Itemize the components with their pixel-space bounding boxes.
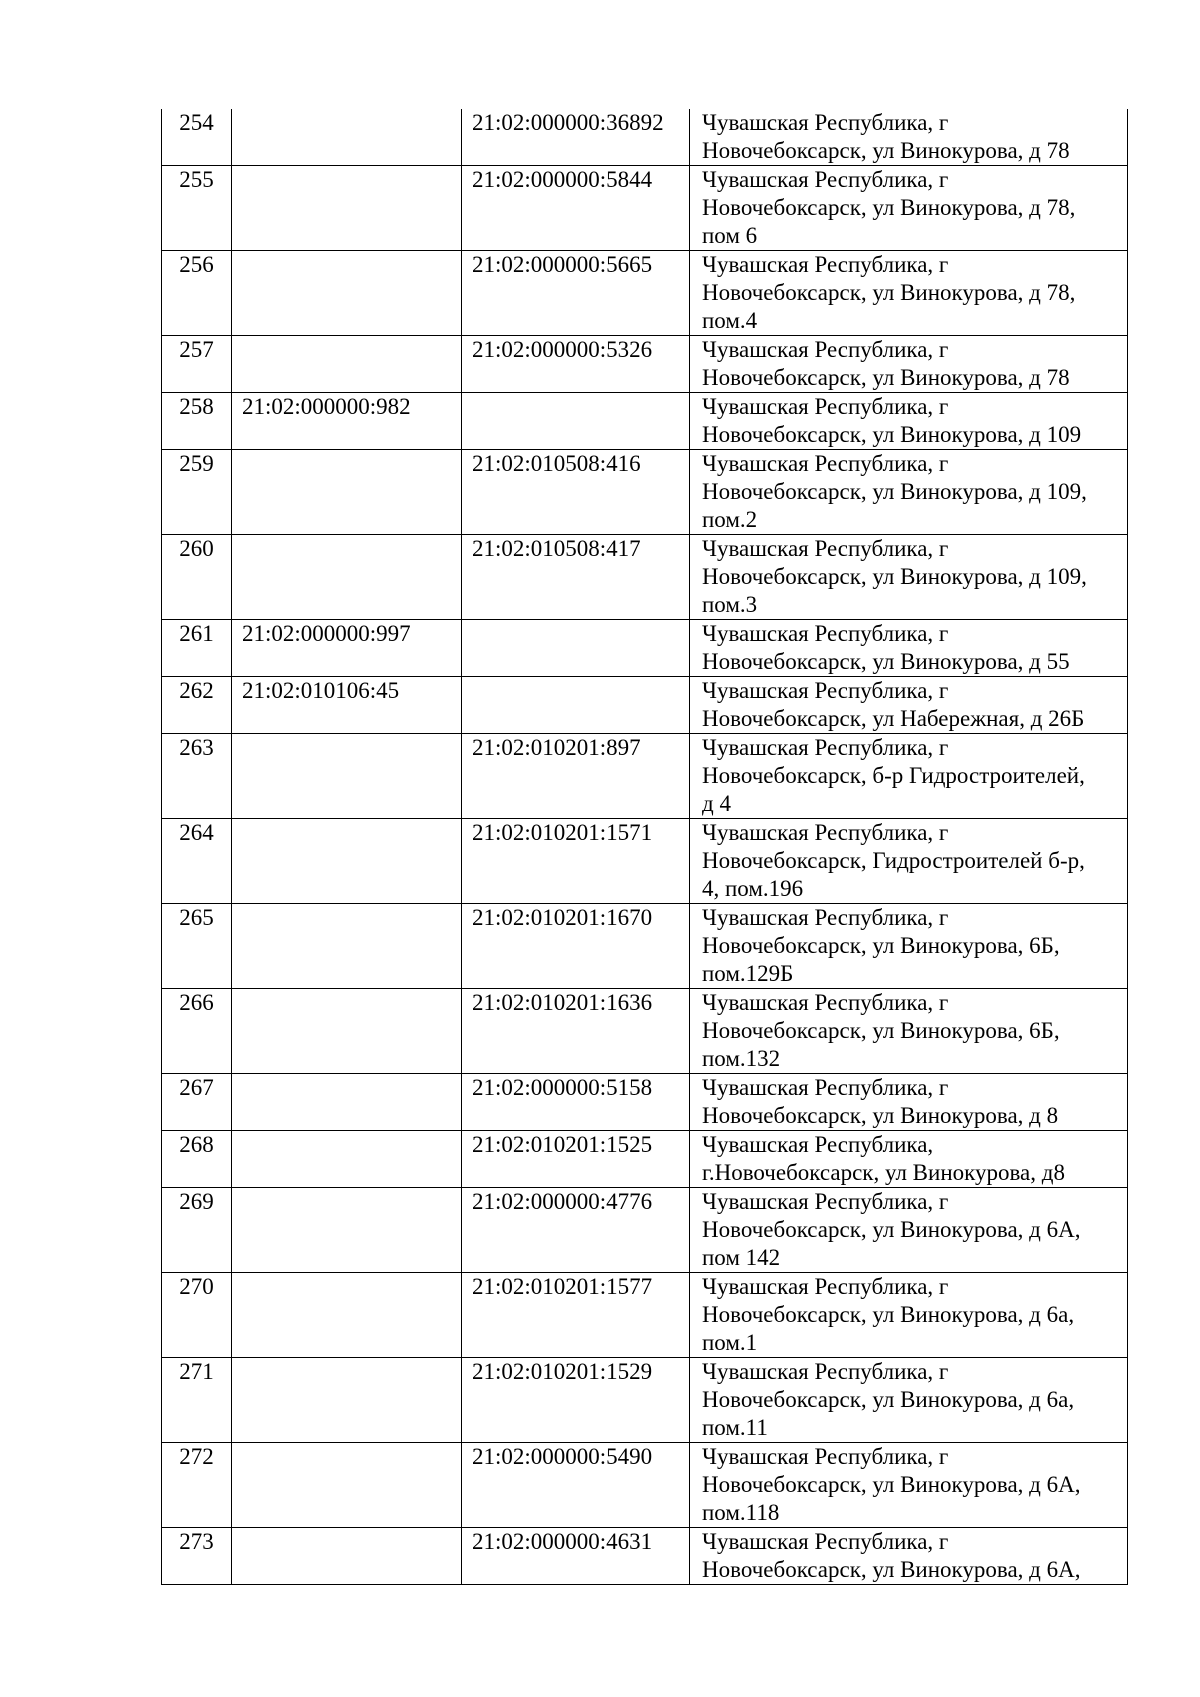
land-cadastral-number xyxy=(232,336,462,393)
row-number: 263 xyxy=(162,734,232,819)
address-line: Чувашская Республика, г xyxy=(702,1359,949,1384)
row-number: 258 xyxy=(162,393,232,450)
address-line: Чувашская Республика, г xyxy=(702,1529,949,1554)
land-cadastral-number xyxy=(232,535,462,620)
address xyxy=(690,1273,1128,1358)
address xyxy=(690,677,1128,734)
object-cadastral-number: 21:02:000000:36892 xyxy=(462,109,690,166)
address-line: Новочебоксарск, ул Винокурова, д 78 xyxy=(702,138,1070,163)
table-row xyxy=(162,1074,1128,1131)
table-row xyxy=(162,336,1128,393)
address-line: 4, пом.196 xyxy=(702,876,804,901)
address-line: Новочебоксарск, ул Винокурова, д 109 xyxy=(702,422,1082,447)
address-line: Чувашская Республика, г xyxy=(702,621,949,646)
row-number: 259 xyxy=(162,450,232,535)
land-cadastral-number xyxy=(232,1188,462,1273)
object-cadastral-number: 21:02:000000:5158 xyxy=(462,1074,690,1131)
address-line: Чувашская Республика, г xyxy=(702,678,949,703)
address-line: Новочебоксарск, ул Винокурова, 6Б, xyxy=(702,1018,1060,1043)
address-line: Чувашская Республика, г xyxy=(702,990,949,1015)
address-line: пом.1 xyxy=(702,1330,758,1355)
address-line: Чувашская Республика, г xyxy=(702,905,949,930)
object-cadastral-number xyxy=(462,620,690,677)
object-cadastral-number: 21:02:000000:4631 xyxy=(462,1528,690,1585)
address-line: Новочебоксарск, ул Винокурова, д 8 xyxy=(702,1103,1059,1128)
row-number: 269 xyxy=(162,1188,232,1273)
table-row xyxy=(162,535,1128,620)
address-line: Чувашская Республика, г xyxy=(702,451,949,476)
address-line: Чувашская Республика, г xyxy=(702,1274,949,1299)
address-line: Новочебоксарск, ул Винокурова, д 78 xyxy=(702,365,1070,390)
address xyxy=(690,620,1128,677)
address xyxy=(690,1528,1128,1585)
address-line: Чувашская Республика, г xyxy=(702,536,949,561)
land-cadastral-number xyxy=(232,251,462,336)
address-line: Чувашская Республика, г xyxy=(702,1189,949,1214)
address-line: Новочебоксарск, ул Винокурова, д 6А, xyxy=(702,1557,1081,1582)
address-line: Новочебоксарск, ул Винокурова, д 55 xyxy=(702,649,1070,674)
address-line: пом 142 xyxy=(702,1245,781,1270)
table-row xyxy=(162,393,1128,450)
address-line: Новочебоксарск, Гидростроителей б-р, xyxy=(702,848,1085,873)
table-row xyxy=(162,1443,1128,1528)
address-line: Новочебоксарск, ул Набережная, д 26Б xyxy=(702,706,1085,731)
address xyxy=(690,819,1128,904)
table-row xyxy=(162,251,1128,336)
address xyxy=(690,336,1128,393)
object-cadastral-number: 21:02:010201:1571 xyxy=(462,819,690,904)
row-number: 265 xyxy=(162,904,232,989)
table-row xyxy=(162,677,1128,734)
address-line: Новочебоксарск, ул Винокурова, д 78, xyxy=(702,280,1076,305)
address-line: Новочебоксарск, ул Винокурова, д 109, xyxy=(702,479,1087,504)
row-number: 256 xyxy=(162,251,232,336)
table-row xyxy=(162,819,1128,904)
address-line: Чувашская Республика, xyxy=(702,1132,934,1157)
address xyxy=(690,450,1128,535)
land-cadastral-number xyxy=(232,1443,462,1528)
row-number: 264 xyxy=(162,819,232,904)
address xyxy=(690,109,1128,166)
address-line: Чувашская Республика, г xyxy=(702,1075,949,1100)
land-cadastral-number xyxy=(232,734,462,819)
row-number: 262 xyxy=(162,677,232,734)
land-cadastral-number: 21:02:000000:997 xyxy=(232,620,462,677)
row-number: 271 xyxy=(162,1358,232,1443)
address xyxy=(690,1358,1128,1443)
address-line: Новочебоксарск, ул Винокурова, д 6А, xyxy=(702,1472,1081,1497)
address-line: Новочебоксарск, б-р Гидростроителей, xyxy=(702,763,1085,788)
row-number: 270 xyxy=(162,1273,232,1358)
table-row xyxy=(162,904,1128,989)
row-number: 266 xyxy=(162,989,232,1074)
address-line: пом.4 xyxy=(702,308,758,333)
address-line: пом.3 xyxy=(702,592,758,617)
row-number: 272 xyxy=(162,1443,232,1528)
land-cadastral-number xyxy=(232,989,462,1074)
land-cadastral-number xyxy=(232,1528,462,1585)
address xyxy=(690,734,1128,819)
table-row xyxy=(162,1273,1128,1358)
row-number: 257 xyxy=(162,336,232,393)
land-cadastral-number xyxy=(232,1131,462,1188)
table-row xyxy=(162,166,1128,251)
address-line: Новочебоксарск, ул Винокурова, д 6а, xyxy=(702,1302,1075,1327)
object-cadastral-number xyxy=(462,677,690,734)
table-row xyxy=(162,1528,1128,1585)
land-cadastral-number xyxy=(232,1074,462,1131)
land-cadastral-number xyxy=(232,1273,462,1358)
address xyxy=(690,1131,1128,1188)
object-cadastral-number: 21:02:010201:1636 xyxy=(462,989,690,1074)
address-line: пом.132 xyxy=(702,1046,781,1071)
row-number: 267 xyxy=(162,1074,232,1131)
address-line: Чувашская Республика, г xyxy=(702,1444,949,1469)
table-row xyxy=(162,1188,1128,1273)
row-number: 255 xyxy=(162,166,232,251)
address-line: Новочебоксарск, ул Винокурова, д 6а, xyxy=(702,1387,1075,1412)
address xyxy=(690,1074,1128,1131)
object-cadastral-number: 21:02:010201:897 xyxy=(462,734,690,819)
table-row xyxy=(162,734,1128,819)
object-cadastral-number: 21:02:000000:4776 xyxy=(462,1188,690,1273)
object-cadastral-number: 21:02:010201:1529 xyxy=(462,1358,690,1443)
object-cadastral-number: 21:02:010508:417 xyxy=(462,535,690,620)
address xyxy=(690,393,1128,450)
row-number: 261 xyxy=(162,620,232,677)
property-table xyxy=(161,109,1128,1585)
address-line: Чувашская Республика, г xyxy=(702,820,949,845)
object-cadastral-number: 21:02:010201:1577 xyxy=(462,1273,690,1358)
object-cadastral-number: 21:02:000000:5326 xyxy=(462,336,690,393)
row-number: 254 xyxy=(162,109,232,166)
table-row xyxy=(162,989,1128,1074)
address-line: пом.118 xyxy=(702,1500,780,1525)
land-cadastral-number xyxy=(232,819,462,904)
address-line: пом.129Б xyxy=(702,961,794,986)
land-cadastral-number: 21:02:000000:982 xyxy=(232,393,462,450)
address xyxy=(690,166,1128,251)
land-cadastral-number: 21:02:010106:45 xyxy=(232,677,462,734)
table-row xyxy=(162,1358,1128,1443)
address xyxy=(690,535,1128,620)
address-line: Новочебоксарск, ул Винокурова, 6Б, xyxy=(702,933,1060,958)
address-line: Новочебоксарск, ул Винокурова, д 109, xyxy=(702,564,1087,589)
address-line: д 4 xyxy=(702,791,731,816)
address-line: пом.11 xyxy=(702,1415,768,1440)
object-cadastral-number: 21:02:010508:416 xyxy=(462,450,690,535)
row-number: 260 xyxy=(162,535,232,620)
object-cadastral-number: 21:02:000000:5490 xyxy=(462,1443,690,1528)
table-row xyxy=(162,1131,1128,1188)
object-cadastral-number: 21:02:000000:5665 xyxy=(462,251,690,336)
table-row xyxy=(162,450,1128,535)
row-number: 268 xyxy=(162,1131,232,1188)
address-line: Новочебоксарск, ул Винокурова, д 78, xyxy=(702,195,1076,220)
address-line: Чувашская Республика, г xyxy=(702,394,949,419)
land-cadastral-number xyxy=(232,1358,462,1443)
land-cadastral-number xyxy=(232,450,462,535)
address xyxy=(690,904,1128,989)
address xyxy=(690,251,1128,336)
address-line: пом.2 xyxy=(702,507,758,532)
address-line: г.Новочебоксарск, ул Винокурова, д8 xyxy=(702,1160,1065,1185)
table-body xyxy=(162,109,1128,1585)
table-row xyxy=(162,109,1128,166)
table-row xyxy=(162,620,1128,677)
address-line: Чувашская Республика, г xyxy=(702,252,949,277)
address-line: Чувашская Республика, г xyxy=(702,735,949,760)
address-line: Чувашская Республика, г xyxy=(702,337,949,362)
land-cadastral-number xyxy=(232,166,462,251)
land-cadastral-number xyxy=(232,109,462,166)
address-line: пом 6 xyxy=(702,223,758,248)
row-number: 273 xyxy=(162,1528,232,1585)
address-line: Чувашская Республика, г xyxy=(702,110,949,135)
address xyxy=(690,989,1128,1074)
object-cadastral-number: 21:02:010201:1525 xyxy=(462,1131,690,1188)
object-cadastral-number: 21:02:000000:5844 xyxy=(462,166,690,251)
address-line: Новочебоксарск, ул Винокурова, д 6А, xyxy=(702,1217,1081,1242)
address xyxy=(690,1188,1128,1273)
object-cadastral-number: 21:02:010201:1670 xyxy=(462,904,690,989)
address xyxy=(690,1443,1128,1528)
land-cadastral-number xyxy=(232,904,462,989)
object-cadastral-number xyxy=(462,393,690,450)
address-line: Чувашская Республика, г xyxy=(702,167,949,192)
